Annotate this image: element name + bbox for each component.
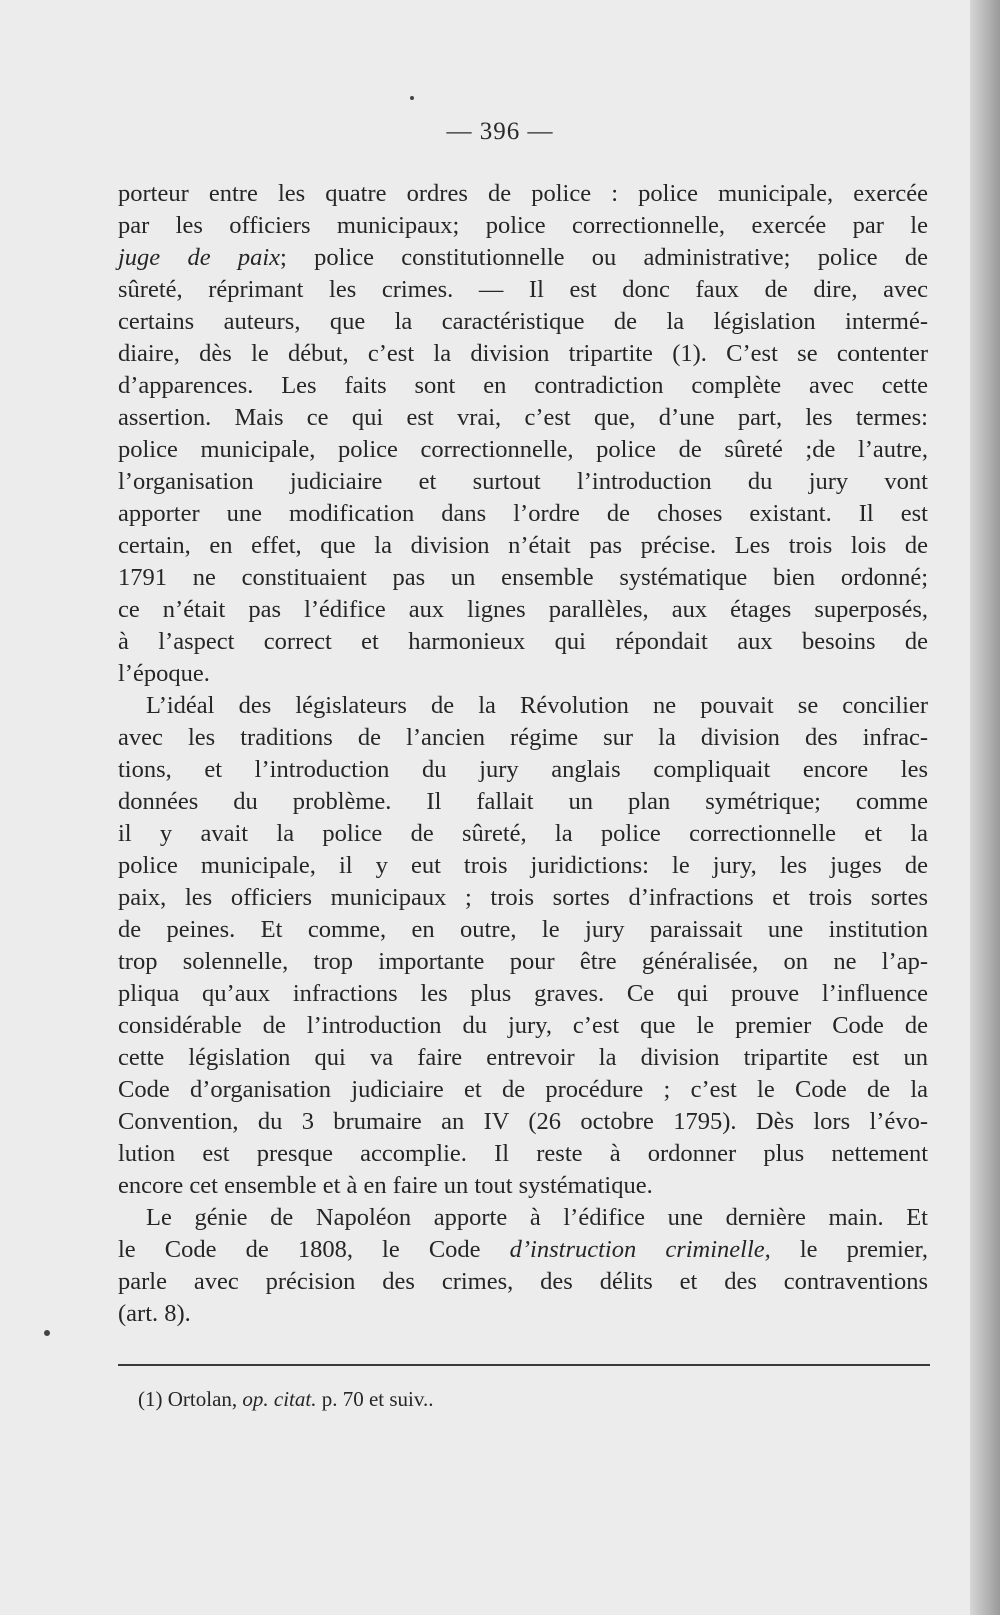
body-text [118, 178, 928, 1330]
footnote-prefix: (1) Ortolan, [138, 1387, 243, 1411]
footnote-citation-italic: op. citat. [242, 1387, 317, 1411]
text-line [118, 722, 928, 754]
text-segment: assertion. Mais ce qui est vrai, c’est que, d’une part, les termes: [118, 404, 928, 431]
text-segment: l’organisation judiciaire et surtout l’introduction du jury vont [118, 468, 928, 495]
text-segment: Le génie de Napoléon apporte à l’édifice une dernière main. Et [146, 1204, 928, 1231]
italic-phrase: d’instruction criminelle, [509, 1236, 771, 1263]
text-line [118, 338, 928, 370]
text-line [118, 1298, 928, 1330]
paper-speck [410, 96, 414, 100]
footnote-suffix: p. 70 et suiv.. [316, 1387, 434, 1411]
text-line [118, 434, 928, 466]
text-segment: paix, les officiers municipaux ; trois sortes d’infractions et trois sortes [118, 884, 928, 911]
text-segment: à l’aspect correct et harmonieux qui répondait aux besoins de [118, 628, 928, 655]
text-segment: d’apparences. Les faits sont en contradiction complète avec cette [118, 372, 928, 399]
text-line [118, 370, 928, 402]
text-segment: police municipale, police correctionnelle, police de sûreté ;de l’autre, [118, 436, 928, 463]
text-line [118, 306, 928, 338]
text-line [118, 914, 928, 946]
text-segment: pliqua qu’aux infractions les plus graves. Ce qui prouve l’influence [118, 980, 928, 1007]
text-segment: le Code de 1808, le Code [118, 1236, 510, 1263]
text-segment: le premier, [770, 1236, 928, 1263]
text-segment: ; police constitutionnelle ou administrative; police de [280, 244, 928, 271]
text-line [118, 1170, 928, 1202]
text-segment: porteur entre les quatre ordres de police : police municipale, exercée [118, 180, 928, 207]
text-line [118, 690, 928, 722]
text-line [118, 1234, 928, 1266]
text-segment: avec les traditions de l’ancien régime sur la division des infrac- [118, 724, 928, 751]
text-segment: cette législation qui va faire entrevoir la division tripartite est un [118, 1044, 928, 1071]
text-line [118, 242, 928, 274]
text-line [118, 210, 928, 242]
text-line [118, 1042, 928, 1074]
text-line [118, 978, 928, 1010]
text-segment: il y avait la police de sûreté, la police correctionnelle et la [118, 820, 928, 847]
page-gutter-shadow [970, 0, 1000, 1615]
text-line [118, 178, 928, 210]
text-segment: de peines. Et comme, en outre, le jury paraissait une institution [118, 916, 928, 943]
italic-phrase: juge de paix [118, 244, 281, 271]
text-line [118, 818, 928, 850]
text-segment: (art. 8). [118, 1300, 191, 1327]
text-line [118, 562, 928, 594]
text-line [118, 1074, 928, 1106]
text-line [118, 1266, 928, 1298]
text-segment: ce n’était pas l’édifice aux lignes parallèles, aux étages superposés, [118, 596, 928, 623]
text-line [118, 1138, 928, 1170]
text-line [118, 754, 928, 786]
text-line [118, 786, 928, 818]
text-segment: apporter une modification dans l’ordre de choses existant. Il est [118, 500, 928, 527]
text-line [118, 498, 928, 530]
text-line [118, 1106, 928, 1138]
footnote-separator-rule [118, 1364, 930, 1366]
text-line [118, 530, 928, 562]
text-segment: certain, en effet, que la division n’était pas précise. Les trois lois de [118, 532, 928, 559]
text-segment: Convention, du 3 brumaire an IV (26 octobre 1795). Dès lors l’évo- [118, 1108, 928, 1135]
text-segment: sûreté, réprimant les crimes. — Il est donc faux de dire, avec [118, 276, 928, 303]
text-line [118, 626, 928, 658]
text-segment: tions, et l’introduction du jury anglais compliquait encore les [118, 756, 928, 783]
text-segment: Code d’organisation judiciaire et de procédure ; c’est le Code de la [118, 1076, 928, 1103]
text-segment: par les officiers municipaux; police correctionnelle, exercée par le [118, 212, 928, 239]
text-segment: données du problème. Il fallait un plan symétrique; comme [118, 788, 928, 815]
text-line [118, 658, 928, 690]
text-segment: certains auteurs, que la caractéristique de la législation intermé- [118, 308, 928, 335]
text-line [118, 274, 928, 306]
text-line [118, 402, 928, 434]
text-line [118, 1010, 928, 1042]
text-segment: diaire, dès le début, c’est la division tripartite (1). C’est se contenter [118, 340, 928, 367]
text-segment: trop solennelle, trop importante pour être généralisée, on ne l’ap- [118, 948, 928, 975]
text-segment: lution est presque accomplie. Il reste à ordonner plus nettement [118, 1140, 928, 1167]
page-number: — 396 — [446, 118, 554, 145]
text-line [118, 1202, 928, 1234]
text-segment: encore cet ensemble et à en faire un tout systématique. [118, 1172, 653, 1199]
text-segment: 1791 ne constituaient pas un ensemble systématique bien ordonné; [118, 564, 928, 591]
text-line [118, 594, 928, 626]
text-segment: parle avec précision des crimes, des délits et des contraventions [118, 1268, 928, 1295]
text-segment: L’idéal des législateurs de la Révolution ne pouvait se concilier [146, 692, 928, 719]
text-segment: considérable de l’introduction du jury, c’est que le premier Code de [118, 1012, 928, 1039]
footnote [138, 1387, 434, 1412]
text-line [118, 946, 928, 978]
text-line [118, 466, 928, 498]
text-line [118, 882, 928, 914]
text-segment: police municipale, il y eut trois juridictions: le jury, les juges de [118, 852, 928, 879]
paper-speck [44, 1330, 50, 1336]
text-line [118, 850, 928, 882]
text-segment: l’époque. [118, 660, 210, 687]
